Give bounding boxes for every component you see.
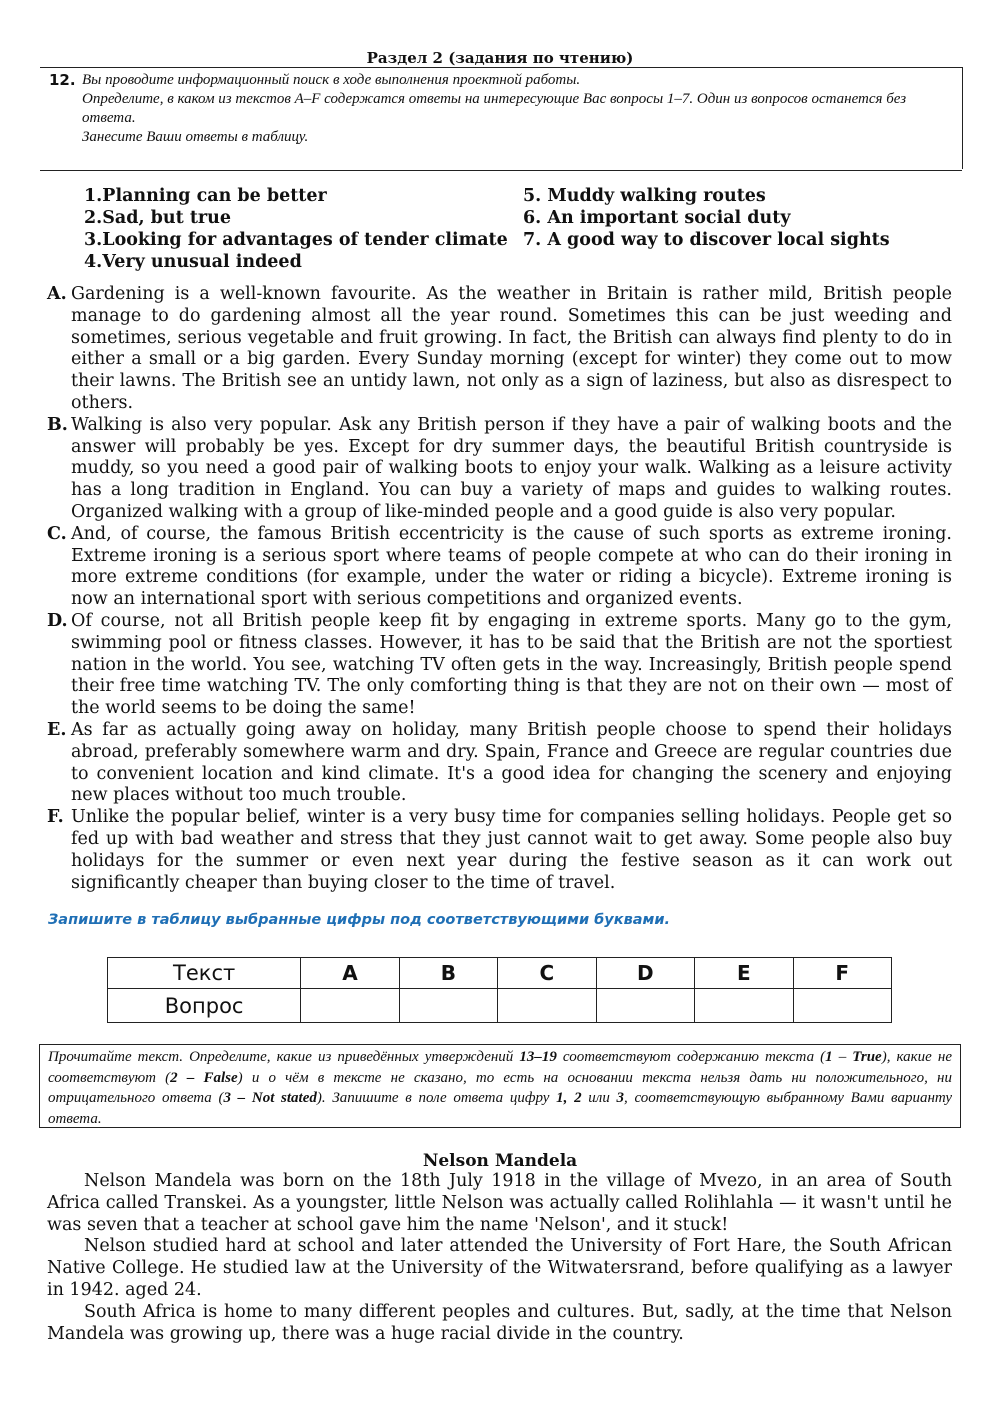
text-body: Walking is also very popular. Ask any British person if they have a pair of walking boots and the answer will probably be yes. Except for dry summer days, the beautiful British countryside is muddy, so you need a good pair of walking boots to enjoy your walk. Walking as a leisure activity has a long tradition in England. You can buy a variety of maps and guides to walking routes. Organized walking with a group of like-minded people and a good guide is also very popular. [71,414,952,522]
article-paragraph: Nelson Mandela was born on the 18th July 1918 in the village of Mvezo, in an area of South Africa called Transkei. As a youngster, little Nelson was actually called Rolihlahla — it wasn't until he was seven that a teacher at school gave him the name 'Nelson', and it stuck! [47,1171,952,1235]
answer-cell-a [301,989,399,1023]
text-e [47,720,952,807]
row-label-question: Вопрос [108,989,301,1023]
article-paragraph: Nelson studied hard at school and later attended the University of Fort Hare, the South African Native College. He studied law at the University of the Witwatersrand, before qualifying as a lawyer in 1942. aged 24. [47,1236,952,1300]
table-row [108,989,892,1023]
task13-instructions: Прочитайте текст. Определите, какие из приведённых утверждений 13–19 соответствуют содержанию текста (1 – True), какие не соответствуют (2 – False) и о чём в тексте не сказано, то есть на основании текста нельзя дать ни положительного, ни отрицательного ответа (3 – Not stated). Запишите в поле ответа цифру 1, 2 или 3, соответствующую выбранному Вами варианту ответа. [48,1049,953,1127]
text-body: As far as actually going away on holiday, many British people choose to spend their holidays abroad, preferably somewhere warm and dry. Spain, France and Greece are regular countries due to convenient location and kind climate. It's a good idea for changing the scenery and enjoying new places without too much trouble. [71,719,952,806]
question-item: 1.Planning can be better [84,186,327,206]
answer-cell-f [793,989,891,1023]
questions-right [523,185,890,251]
article-title: Nelson Mandela [422,1151,578,1171]
text-letter: D. [47,610,68,631]
text-a [47,284,952,415]
question-item: 2.Sad, but true [84,208,231,228]
text-letter: E. [47,719,67,740]
answer-cell-d [596,989,694,1023]
questions-left [84,185,508,273]
answer-cell-c [498,989,596,1023]
column-b: B [399,958,497,989]
text-d [47,611,952,720]
reading-texts [47,284,952,894]
question-item: 6. An important social duty [523,208,791,228]
table-row [108,958,892,989]
text-b [47,415,952,524]
task12-line3: Занесите Ваши ответы в таблицу. [82,129,309,145]
answer-input-c[interactable] [501,993,593,1019]
text-letter: C. [47,523,67,544]
column-e: E [695,958,793,989]
article-paragraph: South Africa is home to many different peoples and cultures. But, sadly, at the time that Nelson Mandela was growing up, there was a huge racial divide in the country. [47,1301,952,1344]
article-body [47,1171,952,1345]
column-f: F [793,958,891,989]
question-item: 5. Muddy walking routes [523,186,766,206]
text-c [47,524,952,611]
answer-input-a[interactable] [304,993,396,1019]
question-item: 4.Very unusual indeed [84,252,302,272]
question-item: 3.Looking for advantages of tender climate [84,230,508,250]
task12-line2: Определите, в каком из текстов A–F содержатся ответы на интересующие Вас вопросы 1–7. Один из вопросов останется без ответа. [82,91,907,126]
text-letter: F. [47,807,64,828]
text-body: Of course, not all British people keep fit by engaging in extreme sports. Many go to the gym, swimming pool or fitness classes. However, it has to be said that the British are not the sportiest nation in the world. You see, watching TV often gets in the way. Increasingly, British people spend their free time watching TV. The only comforting thing is that they are not on their own — most of the world seems to be doing the same! [71,610,952,719]
answer-cell-e [695,989,793,1023]
answer-input-d[interactable] [599,993,691,1019]
text-f [47,807,952,894]
task12-line1: Вы проводите информационный поиск в ходе выполнения проектной работы. [82,72,581,88]
answer-cell-b [399,989,497,1023]
column-d: D [596,958,694,989]
row-label-text: Текст [108,958,301,989]
text-body: Unlike the popular belief, winter is a very busy time for companies selling holidays. People get so fed up with bad weather and stress that they just cannot wait to get away. Some people also buy holidays for the summer or even next year during the festive season as it can work out significantly cheaper than buying closer to the time of travel. [71,807,952,893]
answer-input-f[interactable] [796,993,888,1019]
text-letter: A. [47,284,67,304]
column-a: A [301,958,399,989]
text-body: Gardening is a well-known favourite. As the weather in Britain is rather mild, British people manage to do gardening almost all the year round. Sometimes this can be just weeding and sometimes, serious vegetable and fruit growing. In fact, the British can always find plenty to do in either a small or a big garden. Every Sunday morning (except for winter) they come out to mow their lawns. The British see an untidy lawn, not only as a sign of laziness, but also as disrespect to others. [71,284,952,413]
answer-table [107,957,892,1023]
section-title: Раздел 2 (задания по чтению) [366,49,634,67]
column-c: C [498,958,596,989]
task12-number: 12. [49,71,76,89]
table-instruction: Запишите в таблицу выбранные цифры под соответствующими буквами. [48,912,671,928]
question-item: 7. A good way to discover local sights [523,230,890,250]
text-body: And, of course, the famous British eccentricity is the cause of such sports as extreme ironing. Extreme ironing is a serious sport where teams of people compete at who can do their ironing in more extreme conditions (for example, under the water or riding a bicycle). Extreme ironing is now an international sport with serious competitions and organized events. [71,523,952,610]
answer-input-e[interactable] [698,993,790,1019]
answer-input-b[interactable] [403,993,495,1019]
text-letter: B. [47,414,68,435]
